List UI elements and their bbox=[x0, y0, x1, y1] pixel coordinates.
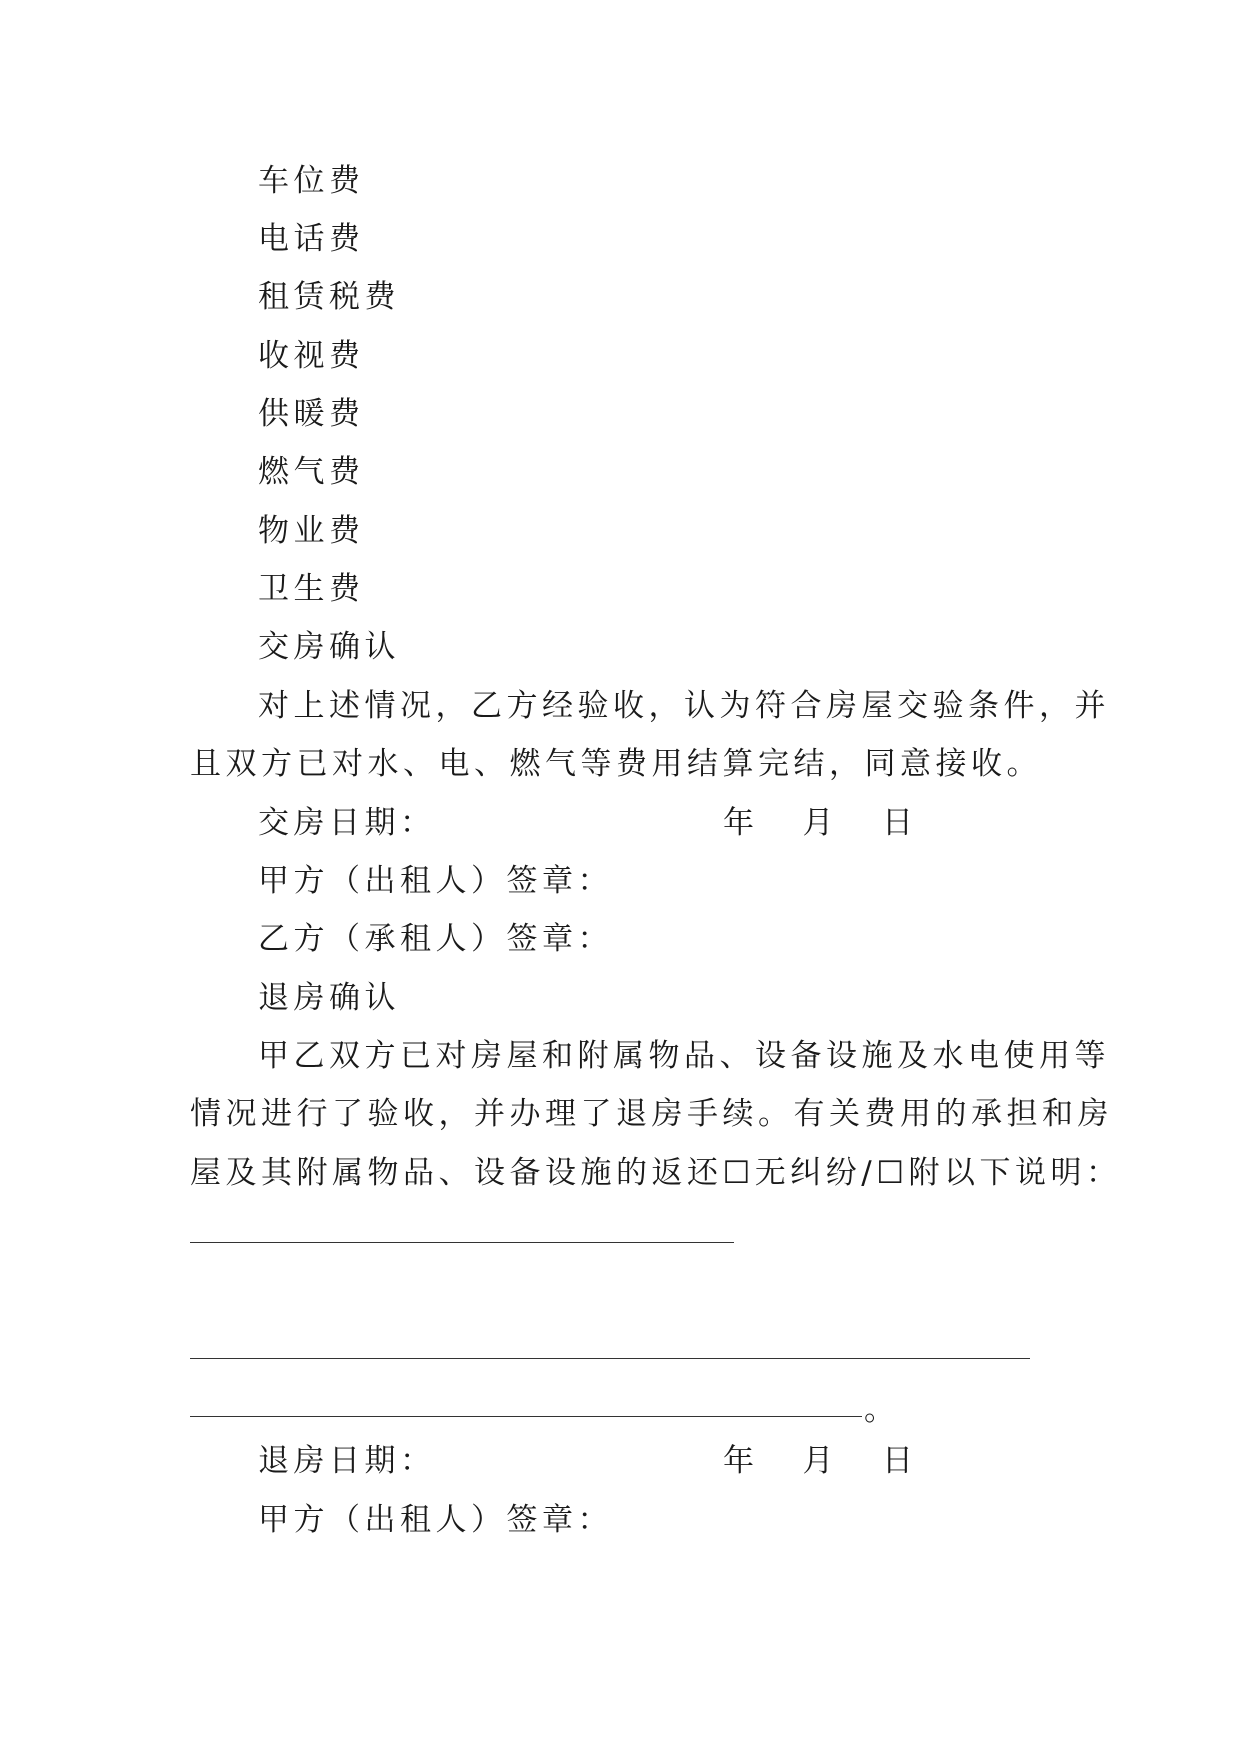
fee-sanitation: 卫生费 bbox=[258, 571, 365, 607]
checkout-paragraph-line-3: 屋及其附属物品、设备设施的返还☐无纠纷/☐附以下说明： bbox=[190, 1155, 1122, 1191]
blank-line-1 bbox=[190, 1242, 734, 1243]
checkout-party-a-signature: 甲方（出租人）签章： bbox=[258, 1502, 613, 1538]
blank-line-2 bbox=[190, 1358, 1030, 1359]
blank-line-3 bbox=[190, 1416, 862, 1417]
handover-party-a-signature: 甲方（出租人）签章： bbox=[258, 863, 613, 899]
fee-tv: 收视费 bbox=[258, 338, 365, 374]
handover-heading: 交房确认 bbox=[258, 629, 400, 665]
fee-rental-tax: 租赁税费 bbox=[258, 279, 400, 315]
fee-property: 物业费 bbox=[258, 513, 365, 549]
checkout-date-fields bbox=[723, 1443, 918, 1479]
handover-year: 年 bbox=[723, 805, 759, 841]
checkout-year: 年 bbox=[723, 1443, 759, 1479]
handover-month: 月 bbox=[802, 805, 838, 841]
fee-telephone: 电话费 bbox=[258, 221, 365, 257]
checkout-heading: 退房确认 bbox=[258, 980, 400, 1016]
handover-paragraph-line-1: 对上述情况，乙方经验收，认为符合房屋交验条件，并 bbox=[258, 688, 1110, 724]
handover-date-fields bbox=[723, 805, 918, 841]
checkout-paragraph-line-1: 甲乙双方已对房屋和附属物品、设备设施及水电使用等 bbox=[258, 1038, 1110, 1074]
fee-heating: 供暖费 bbox=[258, 396, 365, 432]
handover-party-b-signature: 乙方（承租人）签章： bbox=[258, 921, 613, 957]
checkout-date-label: 退房日期： bbox=[258, 1443, 436, 1479]
closing-period: 。 bbox=[864, 1392, 895, 1428]
fee-gas: 燃气费 bbox=[258, 454, 365, 490]
handover-date-label: 交房日期： bbox=[258, 805, 436, 841]
checkout-day: 日 bbox=[882, 1443, 918, 1479]
checkout-month: 月 bbox=[802, 1443, 838, 1479]
handover-paragraph-line-2: 且双方已对水、电、燃气等费用结算完结，同意接收。 bbox=[190, 746, 1042, 782]
fee-parking: 车位费 bbox=[258, 163, 365, 199]
handover-day: 日 bbox=[882, 805, 918, 841]
checkout-paragraph-line-2: 情况进行了验收，并办理了退房手续。有关费用的承担和房 bbox=[190, 1096, 1113, 1132]
